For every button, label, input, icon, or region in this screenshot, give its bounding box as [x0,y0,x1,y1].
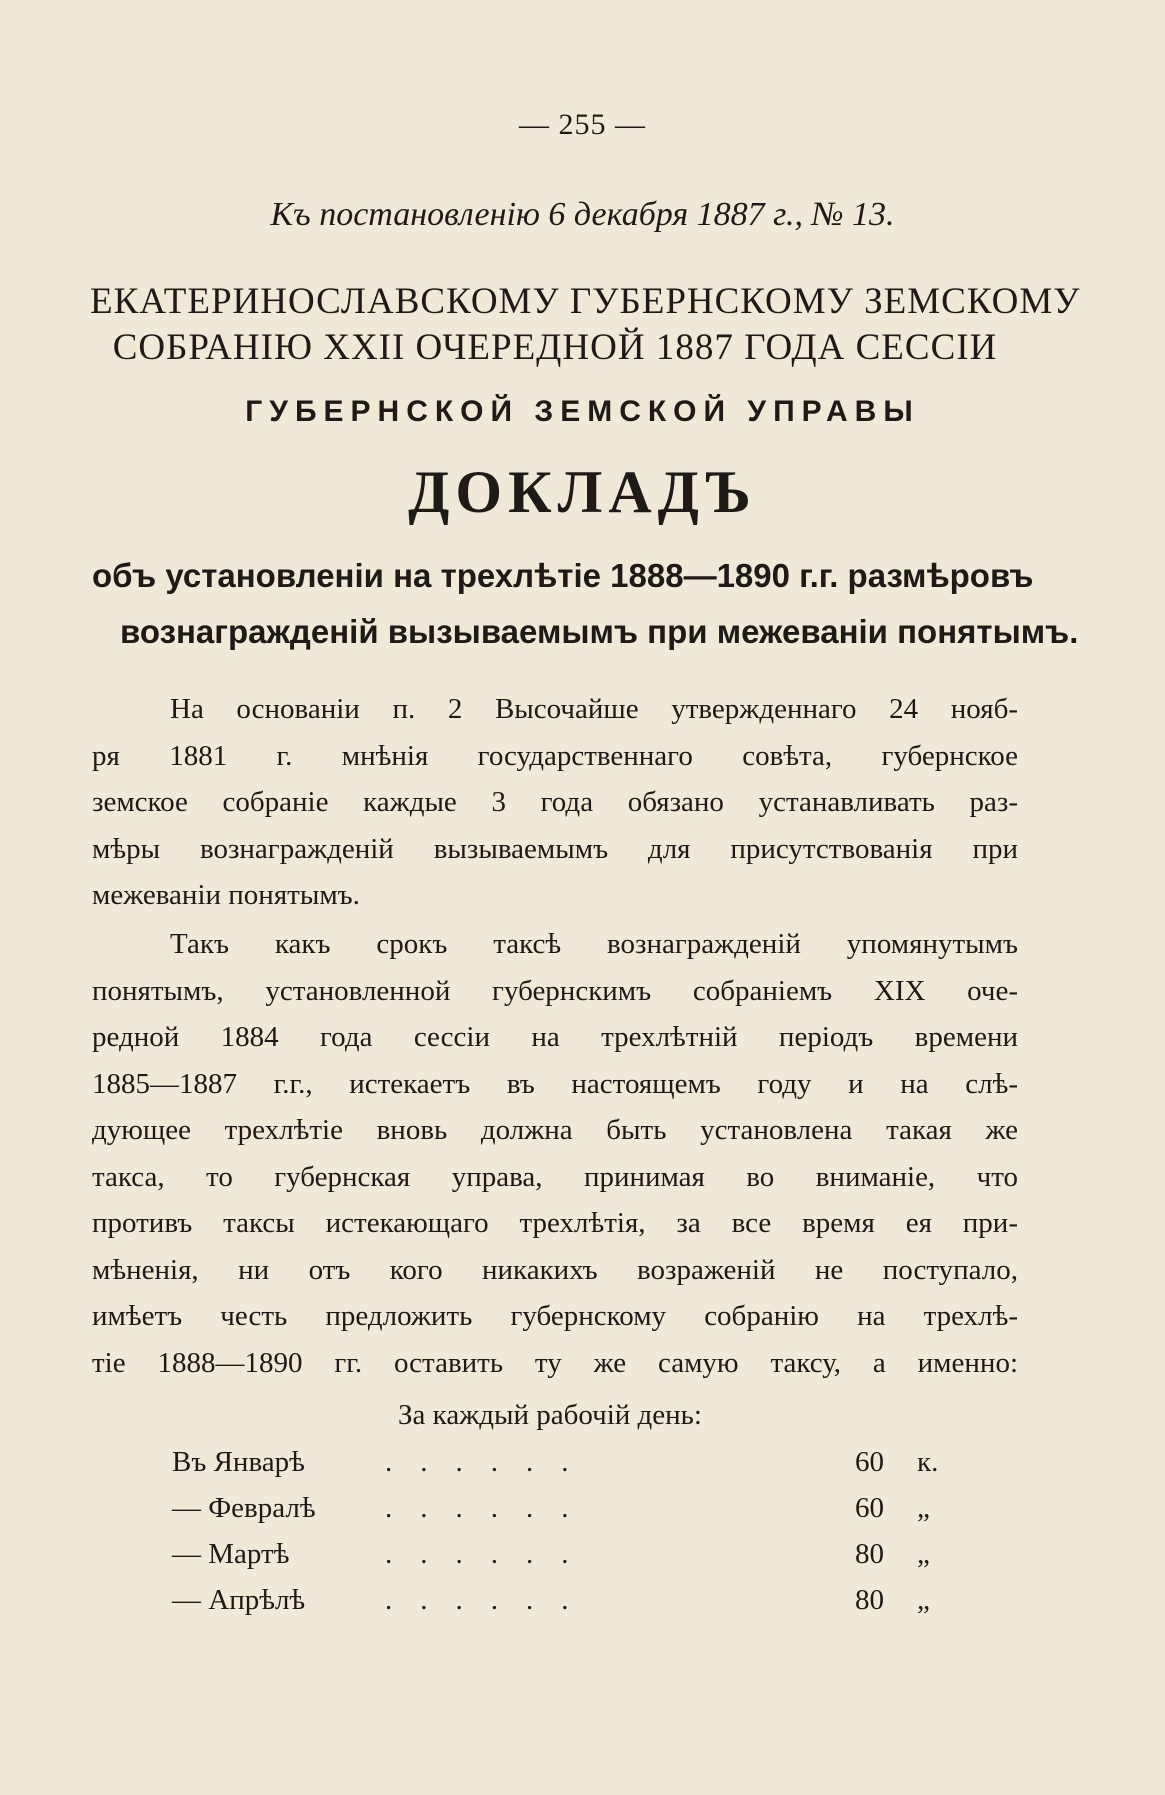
rate-value: 60 [855,1446,884,1478]
rate-month: — Февралѣ [172,1492,316,1524]
paragraph-line: земское собранiе каждые 3 года обязано устанавливать раз- [92,786,1018,818]
rate-unit: „ [917,1492,930,1524]
topic-line-1: объ установленiи на трехлѣтiе 1888—1890 г.г. размѣровъ [92,557,1034,594]
resolution-reference: Къ постановленiю 6 декабря 1887 г., № 13. [270,196,895,233]
addressee-line-2: СОБРАНIЮ XXII ОЧЕРЕДНОЙ 1887 ГОДА СЕССIИ [112,327,998,368]
rate-month: — Апрѣлѣ [172,1584,306,1616]
rate-unit: к. [917,1446,939,1478]
rates-heading: За каждый рабочiй день: [398,1399,702,1431]
rate-leader-dots: ...... [385,1492,597,1524]
paragraph-line: мѣры вознагражденiй вызываемымъ для присутствованiя при [92,833,1018,865]
document-title: ДОКЛАДЪ [408,459,757,525]
rate-month: Въ Январѣ [172,1446,305,1478]
rate-value: 80 [855,1538,884,1570]
rate-value: 60 [855,1492,884,1524]
paragraph-line: мѣненiя, ни отъ кого никакихъ возраженiй не поступало, [92,1254,1018,1286]
rate-value: 80 [855,1584,884,1616]
paragraph-line: тiе 1888—1890 гг. оставить ту же самую таксу, а именно: [92,1347,1018,1379]
paragraph-line: такса, то губернская управа, принимая во вниманiе, что [92,1161,1018,1193]
paragraph-line: дующее трехлѣтiе вновь должна быть установлена такая же [92,1114,1018,1146]
paragraph-line: Такъ какъ срокъ таксѣ вознагражденiй упомянутымъ [170,928,1018,960]
subheading: ГУБЕРНСКОЙ ЗЕМСКОЙ УПРАВЫ [245,395,920,428]
rate-row [0,1584,1165,1624]
rate-row [0,1538,1165,1578]
rate-leader-dots: ...... [385,1446,597,1478]
page-number: — 255 — [519,108,646,141]
rate-leader-dots: ...... [385,1538,597,1570]
rate-leader-dots: ...... [385,1584,597,1616]
rate-row [0,1446,1165,1486]
topic-line-2: вознагражденiй вызываемымъ при межеванiи понятымъ. [120,613,1079,650]
paragraph-line: ря 1881 г. мнѣнiя государственнаго совѣта, губернское [92,740,1018,772]
rate-unit: „ [917,1584,930,1616]
paragraph-line: редной 1884 года сессiи на трехлѣтнiй перiодъ времени [92,1021,1018,1053]
paragraph-line: имѣетъ честь предложить губернскому собранiю на трехлѣ- [92,1300,1018,1332]
addressee-line-1: ЕКАТЕРИНОСЛАВСКОМУ ГУБЕРНСКОМУ ЗЕМСКОМУ [90,281,1081,322]
rate-month: — Мартѣ [172,1538,290,1570]
paragraph-line: противъ таксы истекающаго трехлѣтiя, за все время ея при- [92,1207,1018,1239]
paragraph-line: На основанiи п. 2 Высочайше утвержденнаго 24 нояб- [170,693,1018,725]
rate-unit: „ [917,1538,930,1570]
rate-row [0,1492,1165,1532]
paragraph-line: 1885—1887 г.г., истекаетъ въ настоящемъ году и на слѣ- [92,1068,1018,1100]
paragraph-line: понятымъ, установленной губернскимъ собранiемъ XIX оче- [92,975,1018,1007]
paragraph-line: межеванiи понятымъ. [92,879,360,911]
